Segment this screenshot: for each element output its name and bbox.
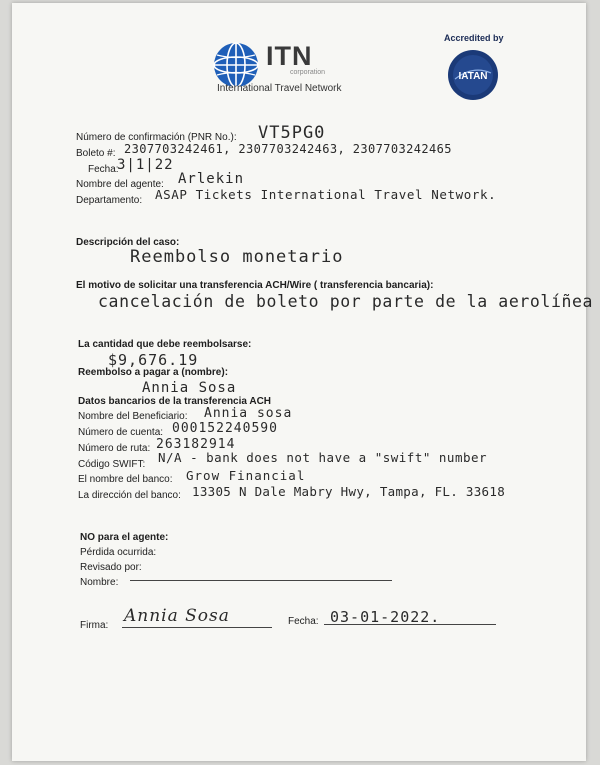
direccion-label: La dirección del banco: (78, 490, 181, 501)
fecha-footer-value: 03-01-2022. (330, 608, 441, 626)
boleto-label: Boleto #: (76, 148, 116, 159)
itn-logo-text: ITN (266, 41, 313, 71)
direccion-value: 13305 N Dale Mabry Hwy, Tampa, FL. 33618 (192, 484, 506, 499)
ruta-value: 263182914 (156, 437, 236, 452)
firma-line (122, 627, 272, 628)
itn-logo-corporation: corporation (290, 69, 326, 76)
globe-logo-icon (212, 41, 260, 89)
banco-value: Grow Financial (186, 468, 306, 483)
iatan-seal-icon (447, 49, 499, 101)
iatan-seal-text: IATAN (458, 71, 488, 82)
fecha-label: Fecha: (88, 164, 119, 175)
cuenta-label: Número de cuenta: (78, 427, 164, 438)
bancarios-title: Datos bancarios de la transferencia ACH (78, 396, 272, 407)
departamento-value: ASAP Tickets International Travel Network. (155, 187, 497, 202)
accredited-label: Accredited by (444, 33, 504, 43)
form-page (12, 3, 594, 761)
pnr-label: Número de confirmación (PNR No.): (76, 132, 237, 143)
pnr-value: VT5PG0 (258, 123, 326, 143)
firma-label: Firma: (80, 620, 109, 631)
ruta-label: Número de ruta: (78, 443, 151, 454)
perdida-label: Pérdida ocurrida: (80, 547, 157, 558)
reembolso-label: Reembolso a pagar a (nombre): (78, 367, 229, 378)
nombre-line (130, 580, 392, 581)
revisado-label: Revisado por: (80, 562, 142, 573)
departamento-label: Departamento: (76, 195, 143, 206)
itn-logo-tagline: International Travel Network (217, 83, 342, 94)
swift-value: N/A - bank does not have a "swift" number (158, 450, 488, 465)
agent-section-title: NO para el agente: (80, 532, 169, 543)
caso-value: Reembolso monetario (130, 247, 344, 267)
motivo-label: El motivo de solicitar una transferencia ACH/Wire ( transferencia bancaria): (76, 280, 434, 291)
firma-signature: Annia Sosa (124, 606, 230, 626)
beneficiario-label: Nombre del Beneficiario: (78, 411, 188, 422)
cantidad-value: $9,676.19 (108, 351, 199, 369)
motivo-value: cancelación de boleto por parte de la aerolíñea (98, 292, 594, 311)
reembolso-value: Annia Sosa (142, 380, 237, 396)
cuenta-value: 000152240590 (172, 421, 278, 436)
banco-label: El nombre del banco: (78, 474, 173, 485)
agente-value: Arlekin (178, 171, 245, 187)
caso-label: Descripción del caso: (76, 237, 180, 248)
fecha-value: 3|1|22 (117, 157, 174, 173)
fecha-footer-label: Fecha: (288, 616, 319, 627)
boleto-value: 2307703242461, 2307703242463, 2307703242465 (124, 142, 452, 156)
agente-label: Nombre del agente: (76, 179, 164, 190)
cantidad-label: La cantidad que debe reembolsarse: (78, 339, 252, 350)
swift-label: Código SWIFT: (78, 459, 146, 470)
nombre-label: Nombre: (80, 577, 119, 588)
beneficiario-value: Annia sosa (204, 406, 293, 421)
fecha-footer-line (324, 624, 496, 625)
